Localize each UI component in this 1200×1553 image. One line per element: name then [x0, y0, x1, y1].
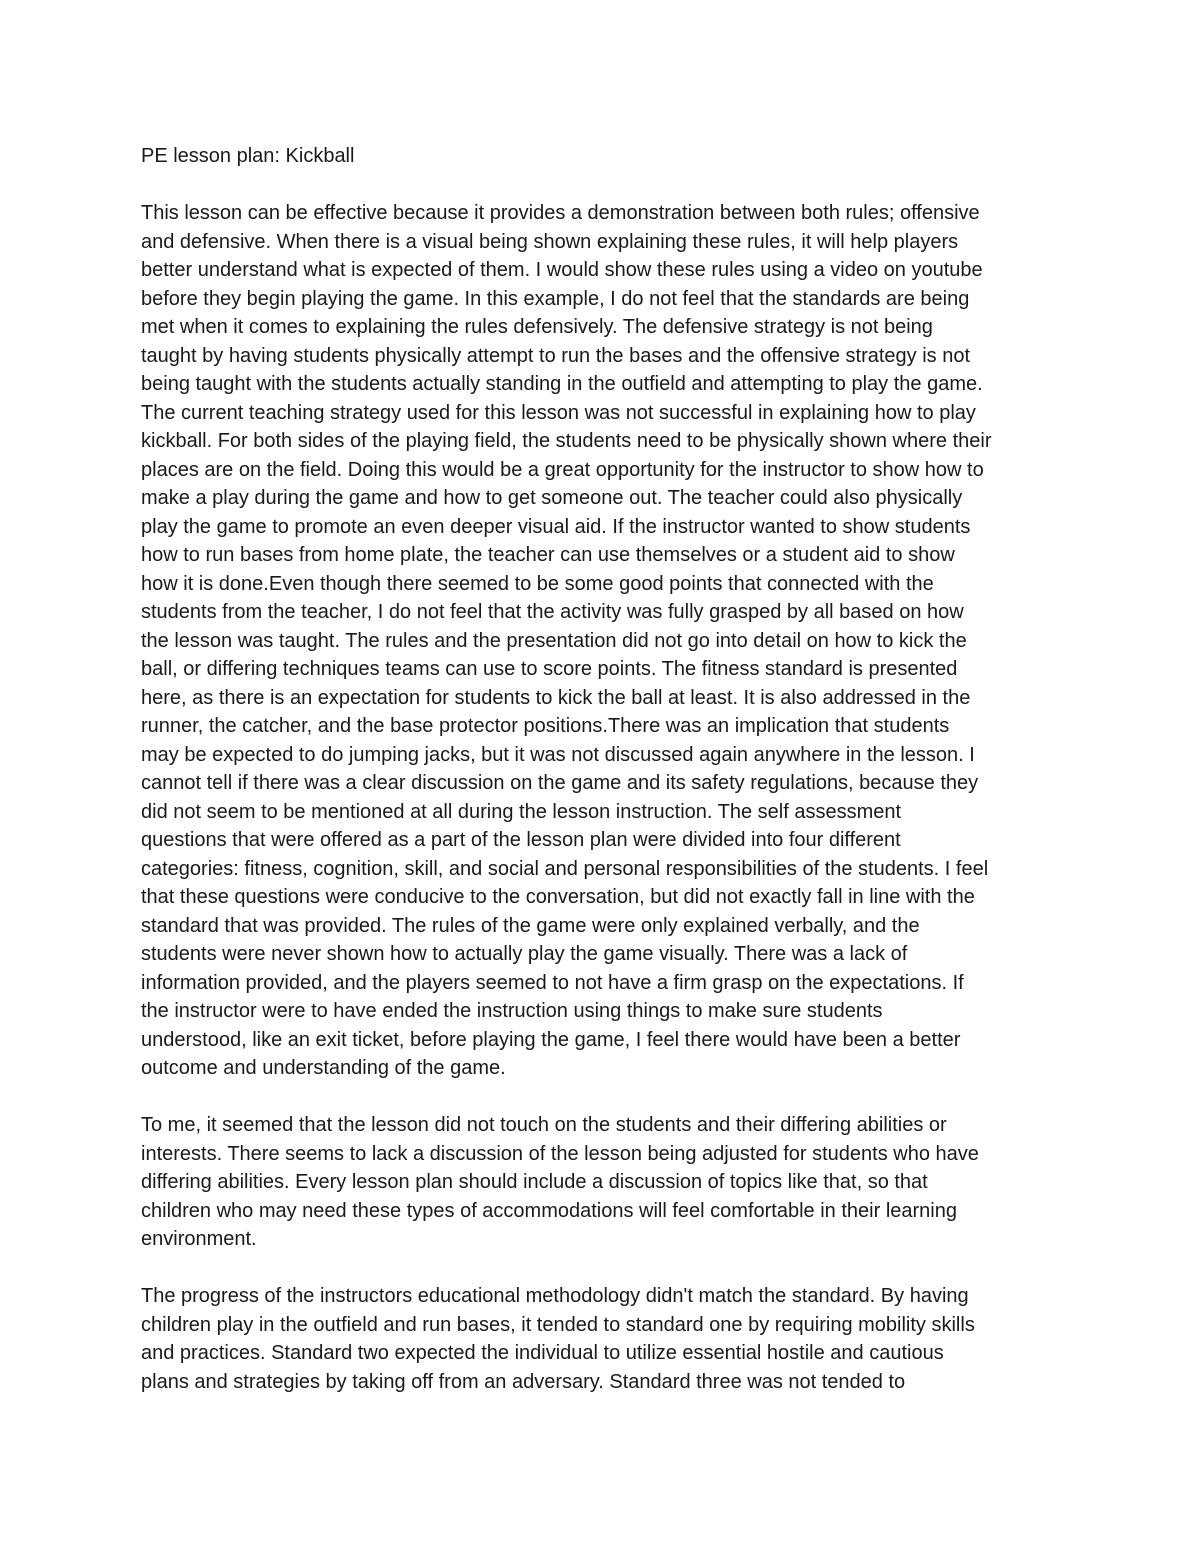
text-line: students were never shown how to actually play the game visually. There was a lack of [141, 943, 908, 965]
text-line: children play in the outfield and run bases, it tended to standard one by requiring mobility skills [141, 1313, 975, 1336]
text-line: information provided, and the players seemed to not have a firm grasp on the expectations. If [141, 971, 964, 994]
text-line: interests. There seems to lack a discussion of the lesson being adjusted for students who have [141, 1142, 979, 1165]
text-line: This lesson can be effective because it provides a demonstration between both rules; offensive [141, 202, 980, 224]
paragraph [141, 199, 1066, 1083]
text-line: children who may need these types of accommodations will feel comfortable in their learning [141, 1199, 957, 1222]
text-line: differing abilities. Every lesson plan should include a discussion of topics like that, so that [141, 1171, 928, 1193]
text-line: did not seem to be mentioned at all during the lesson instruction. The self assessment [141, 800, 902, 823]
document-body [141, 142, 1066, 1425]
text-line: environment. [141, 1228, 257, 1250]
text-line: taught by having students physically attempt to run the bases and the offensive strategy is not [141, 344, 971, 367]
text-line: standard that was provided. The rules of the game were only explained verbally, and the [141, 914, 920, 937]
text-line: questions that were offered as a part of the lesson plan were divided into four different [141, 829, 901, 851]
text-line: categories: fitness, cognition, skill, and social and personal responsibilities of the students. I feel [141, 857, 989, 880]
text-line: how to run bases from home plate, the teacher can use themselves or a student aid to show [141, 544, 955, 566]
text-line: cannot tell if there was a clear discussion on the game and its safety regulations, because they [141, 772, 979, 794]
text-line: the lesson was taught. The rules and the presentation did not go into detail on how to kick the [141, 629, 967, 652]
document-title: PE lesson plan: Kickball [141, 145, 355, 167]
text-line: that these questions were conducive to the conversation, but did not exactly fall in line with the [141, 886, 975, 908]
text-line: The current teaching strategy used for this lesson was not successful in explaining how to play [141, 401, 976, 424]
text-line: students from the teacher, I do not feel that the activity was fully grasped by all based on how [141, 601, 964, 623]
text-line: make a play during the game and how to get someone out. The teacher could also physically [141, 487, 963, 509]
text-line: here, as there is an expectation for students to kick the ball at least. It is also addressed in the [141, 686, 971, 709]
text-line: and practices. Standard two expected the individual to utilize essential hostile and cautious [141, 1342, 944, 1364]
text-line: runner, the catcher, and the base protector positions.There was an implication that students [141, 715, 950, 737]
text-line: how it is done.Even though there seemed to be some good points that connected with the [141, 572, 934, 595]
text-line: ball, or differing techniques teams can use to score points. The fitness standard is presented [141, 658, 958, 680]
text-line: understood, like an exit ticket, before playing the game, I feel there would have been a better [141, 1028, 961, 1051]
paragraph-container [141, 199, 1066, 1396]
text-line: may be expected to do jumping jacks, but it was not discussed again anywhere in the lesson. I [141, 743, 975, 766]
paragraph [141, 1282, 1066, 1396]
text-line: plans and strategies by taking off from an adversary. Standard three was not tended to [141, 1370, 906, 1393]
text-line: better understand what is expected of them. I would show these rules using a video on youtube [141, 259, 983, 281]
text-line: kickball. For both sides of the playing field, the students need to be physically shown where their [141, 430, 992, 452]
text-line: met when it comes to explaining the rules defensively. The defensive strategy is not being [141, 316, 933, 338]
text-line: The progress of the instructors educational methodology didn't match the standard. By having [141, 1285, 969, 1307]
text-line: To me, it seemed that the lesson did not touch on the students and their differing abilities or [141, 1114, 947, 1136]
text-line: play the game to promote an even deeper visual aid. If the instructor wanted to show students [141, 515, 971, 538]
text-line: being taught with the students actually standing in the outfield and attempting to play the game. [141, 373, 983, 395]
text-line: outcome and understanding of the game. [141, 1057, 506, 1079]
text-line: before they begin playing the game. In this example, I do not feel that the standards are being [141, 287, 970, 310]
paragraph [141, 1111, 1066, 1254]
text-line: places are on the field. Doing this would be a great opportunity for the instructor to show how to [141, 458, 984, 481]
text-line: the instructor were to have ended the instruction using things to make sure students [141, 1000, 883, 1022]
text-line: and defensive. When there is a visual being shown explaining these rules, it will help players [141, 230, 959, 253]
